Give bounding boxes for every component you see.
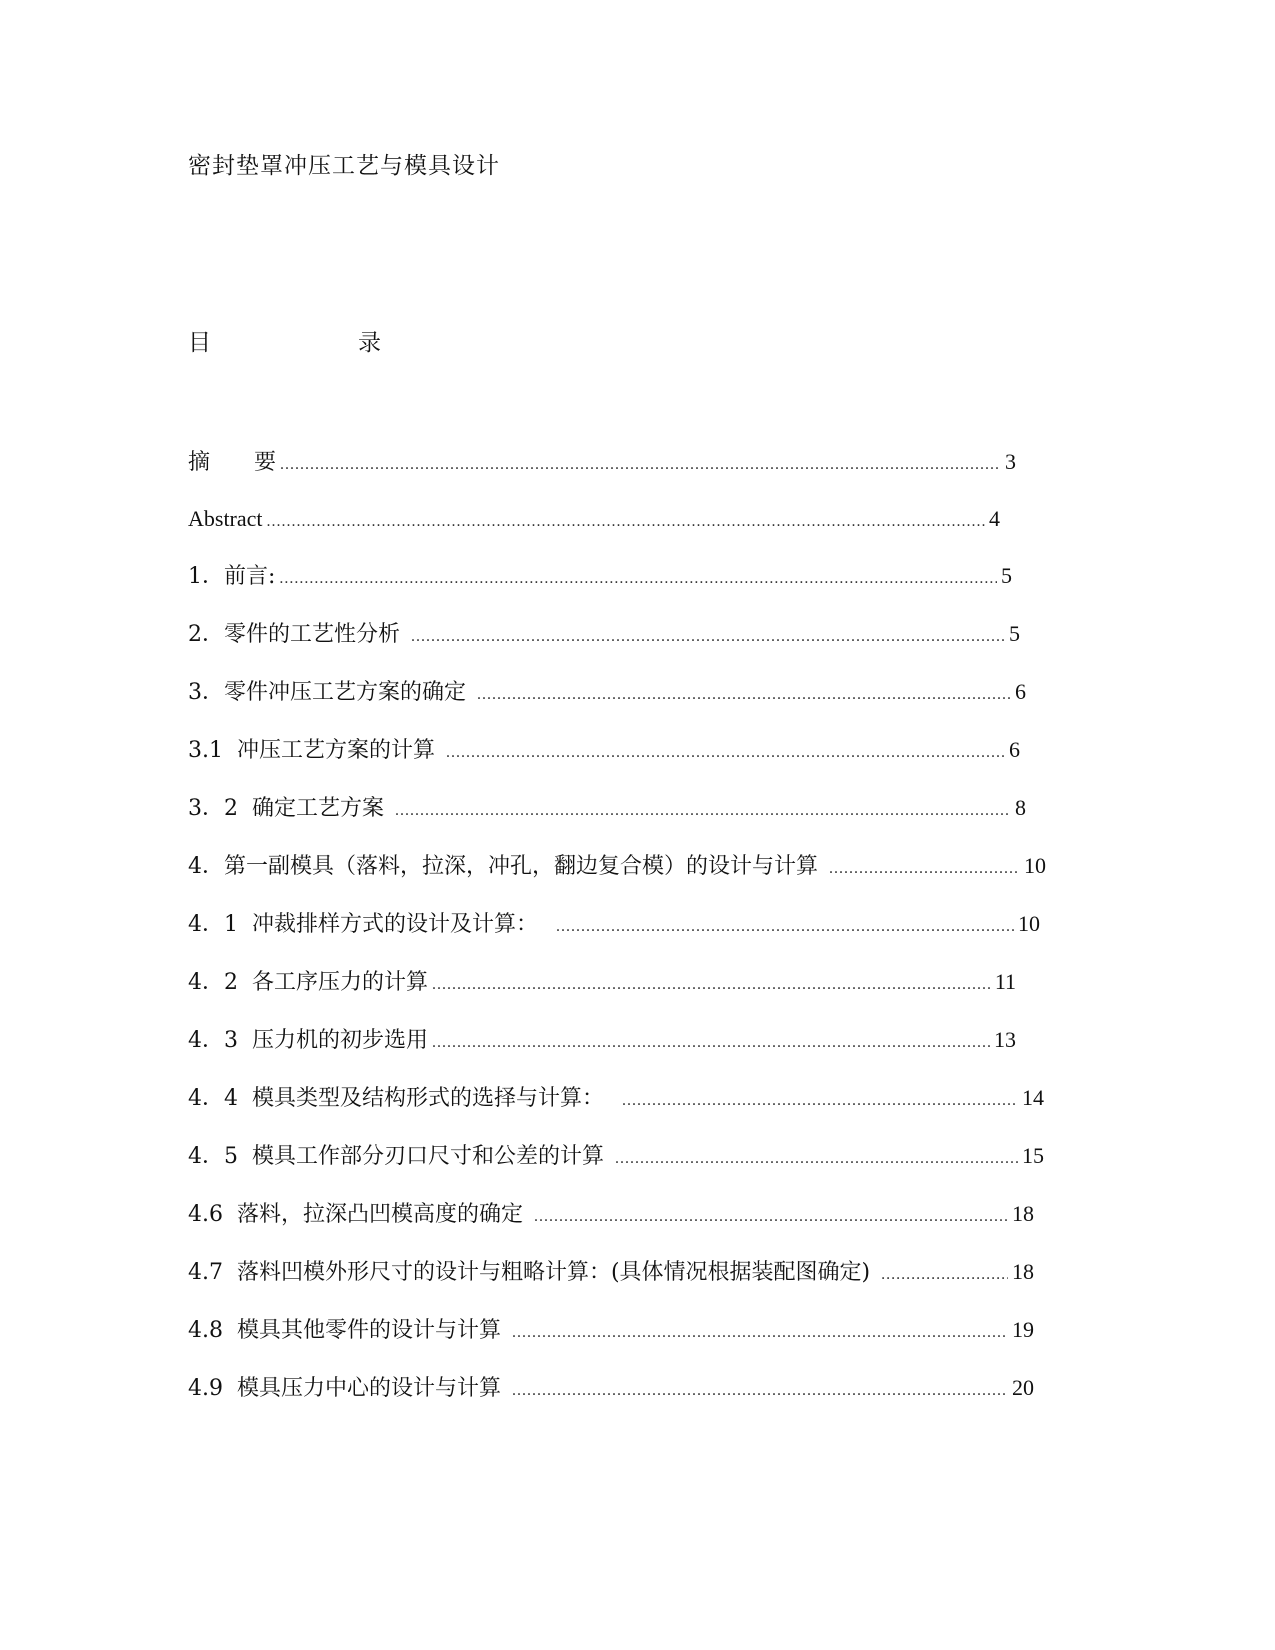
toc-leader-dots [395,795,1011,824]
toc-entry-label: 4．2 各工序压力的计算 [188,970,428,995]
toc-heading-char-2: 录 [358,330,381,356]
toc-leader-dots [534,1201,1008,1230]
toc-leader-dots [432,969,991,998]
toc-entry-page: 11 [994,969,1016,994]
toc-entry[interactable] [188,560,1012,592]
toc-entry-label: 4．5 模具工作部分刃口尺寸和公差的计算 [188,1144,611,1169]
toc-entry[interactable] [188,1372,1034,1404]
toc-entry-label: 4.9 模具压力中心的设计与计算 [188,1376,508,1401]
toc-leader-dots [280,449,1001,478]
toc-entry-label: 4．3 压力机的初步选用 [188,1028,428,1053]
toc-leader-dots [279,563,997,592]
toc-entry-label: 3．零件冲压工艺方案的确定 [188,680,473,705]
toc-entry[interactable] [188,676,1026,708]
toc-leader-dots [615,1143,1018,1172]
toc-entry[interactable] [188,966,1016,998]
toc-entry-label: Abstract [188,506,263,531]
toc-entry-label: 4.6 落料，拉深凸凹模高度的确定 [188,1202,530,1227]
toc-entry-page: 18 [1012,1259,1034,1284]
toc-entry[interactable] [188,618,1020,650]
document-title: 密封垫罩冲压工艺与模具设计 [188,153,500,179]
toc-entry-page: 6 [1015,679,1026,704]
toc-entry-label: 4.7 落料凹模外形尺寸的设计与粗略计算：(具体情况根据装配图确定) [188,1260,878,1285]
toc-entry-page: 8 [1015,795,1026,820]
toc-entry-label: 4.8 模具其他零件的设计与计算 [188,1318,508,1343]
toc-entry[interactable] [188,850,1046,882]
toc-entry-page: 14 [1022,1085,1044,1110]
toc-entry-label: 摘 要 [188,450,277,475]
toc-entry[interactable] [188,1256,1034,1288]
toc-entry-page: 5 [1009,621,1020,646]
toc-heading [188,324,381,357]
toc-entry-page: 6 [1009,737,1020,762]
toc-leader-dots [556,911,1014,940]
toc-entry-page: 4 [989,506,1000,531]
toc-entry-page: 10 [1018,911,1040,936]
toc-entry[interactable] [188,792,1026,824]
toc-leader-dots [829,853,1020,882]
toc-leader-dots [267,506,985,535]
toc-leader-dots [446,737,1005,766]
toc-entry-label: 4．第一副模具（落料，拉深，冲孔，翻边复合模）的设计与计算 [188,854,825,879]
toc-entry[interactable] [188,503,1000,535]
toc-entry-label: 3．2 确定工艺方案 [188,796,391,821]
toc-leader-dots [432,1027,990,1056]
toc-entry[interactable] [188,1082,1044,1114]
toc-entry-label: 2．零件的工艺性分析 [188,622,407,647]
toc-leader-dots [881,1259,1008,1288]
toc-entry-label: 3.1 冲压工艺方案的计算 [188,738,442,763]
toc-entry[interactable] [188,734,1020,766]
toc-leader-dots [512,1317,1008,1346]
toc-entry-page: 13 [994,1027,1016,1052]
toc-entry[interactable] [188,1314,1034,1346]
toc-entry[interactable] [188,908,1040,940]
toc-entry-page: 19 [1012,1317,1034,1342]
toc-entry-page: 3 [1005,449,1016,474]
toc-leader-dots [477,679,1011,708]
toc-heading-char-1: 目 [188,330,211,356]
toc-entry-label: 4．1 冲裁排样方式的设计及计算： [188,912,552,937]
toc-entry-label: 4．4 模具类型及结构形式的选择与计算： [188,1086,618,1111]
toc-entry-page: 10 [1024,853,1046,878]
toc-entry-page: 18 [1012,1201,1034,1226]
toc-entry-page: 20 [1012,1375,1034,1400]
toc-entry[interactable] [188,1140,1044,1172]
toc-entry[interactable] [188,446,1016,478]
toc-leader-dots [512,1375,1008,1404]
toc-entry-label: 1．前言: [188,564,276,589]
toc-entry[interactable] [188,1198,1034,1230]
toc-entry-page: 15 [1022,1143,1044,1168]
toc-leader-dots [411,621,1005,650]
toc-leader-dots [622,1085,1018,1114]
toc-entry[interactable] [188,1024,1016,1056]
toc-entry-page: 5 [1001,563,1012,588]
